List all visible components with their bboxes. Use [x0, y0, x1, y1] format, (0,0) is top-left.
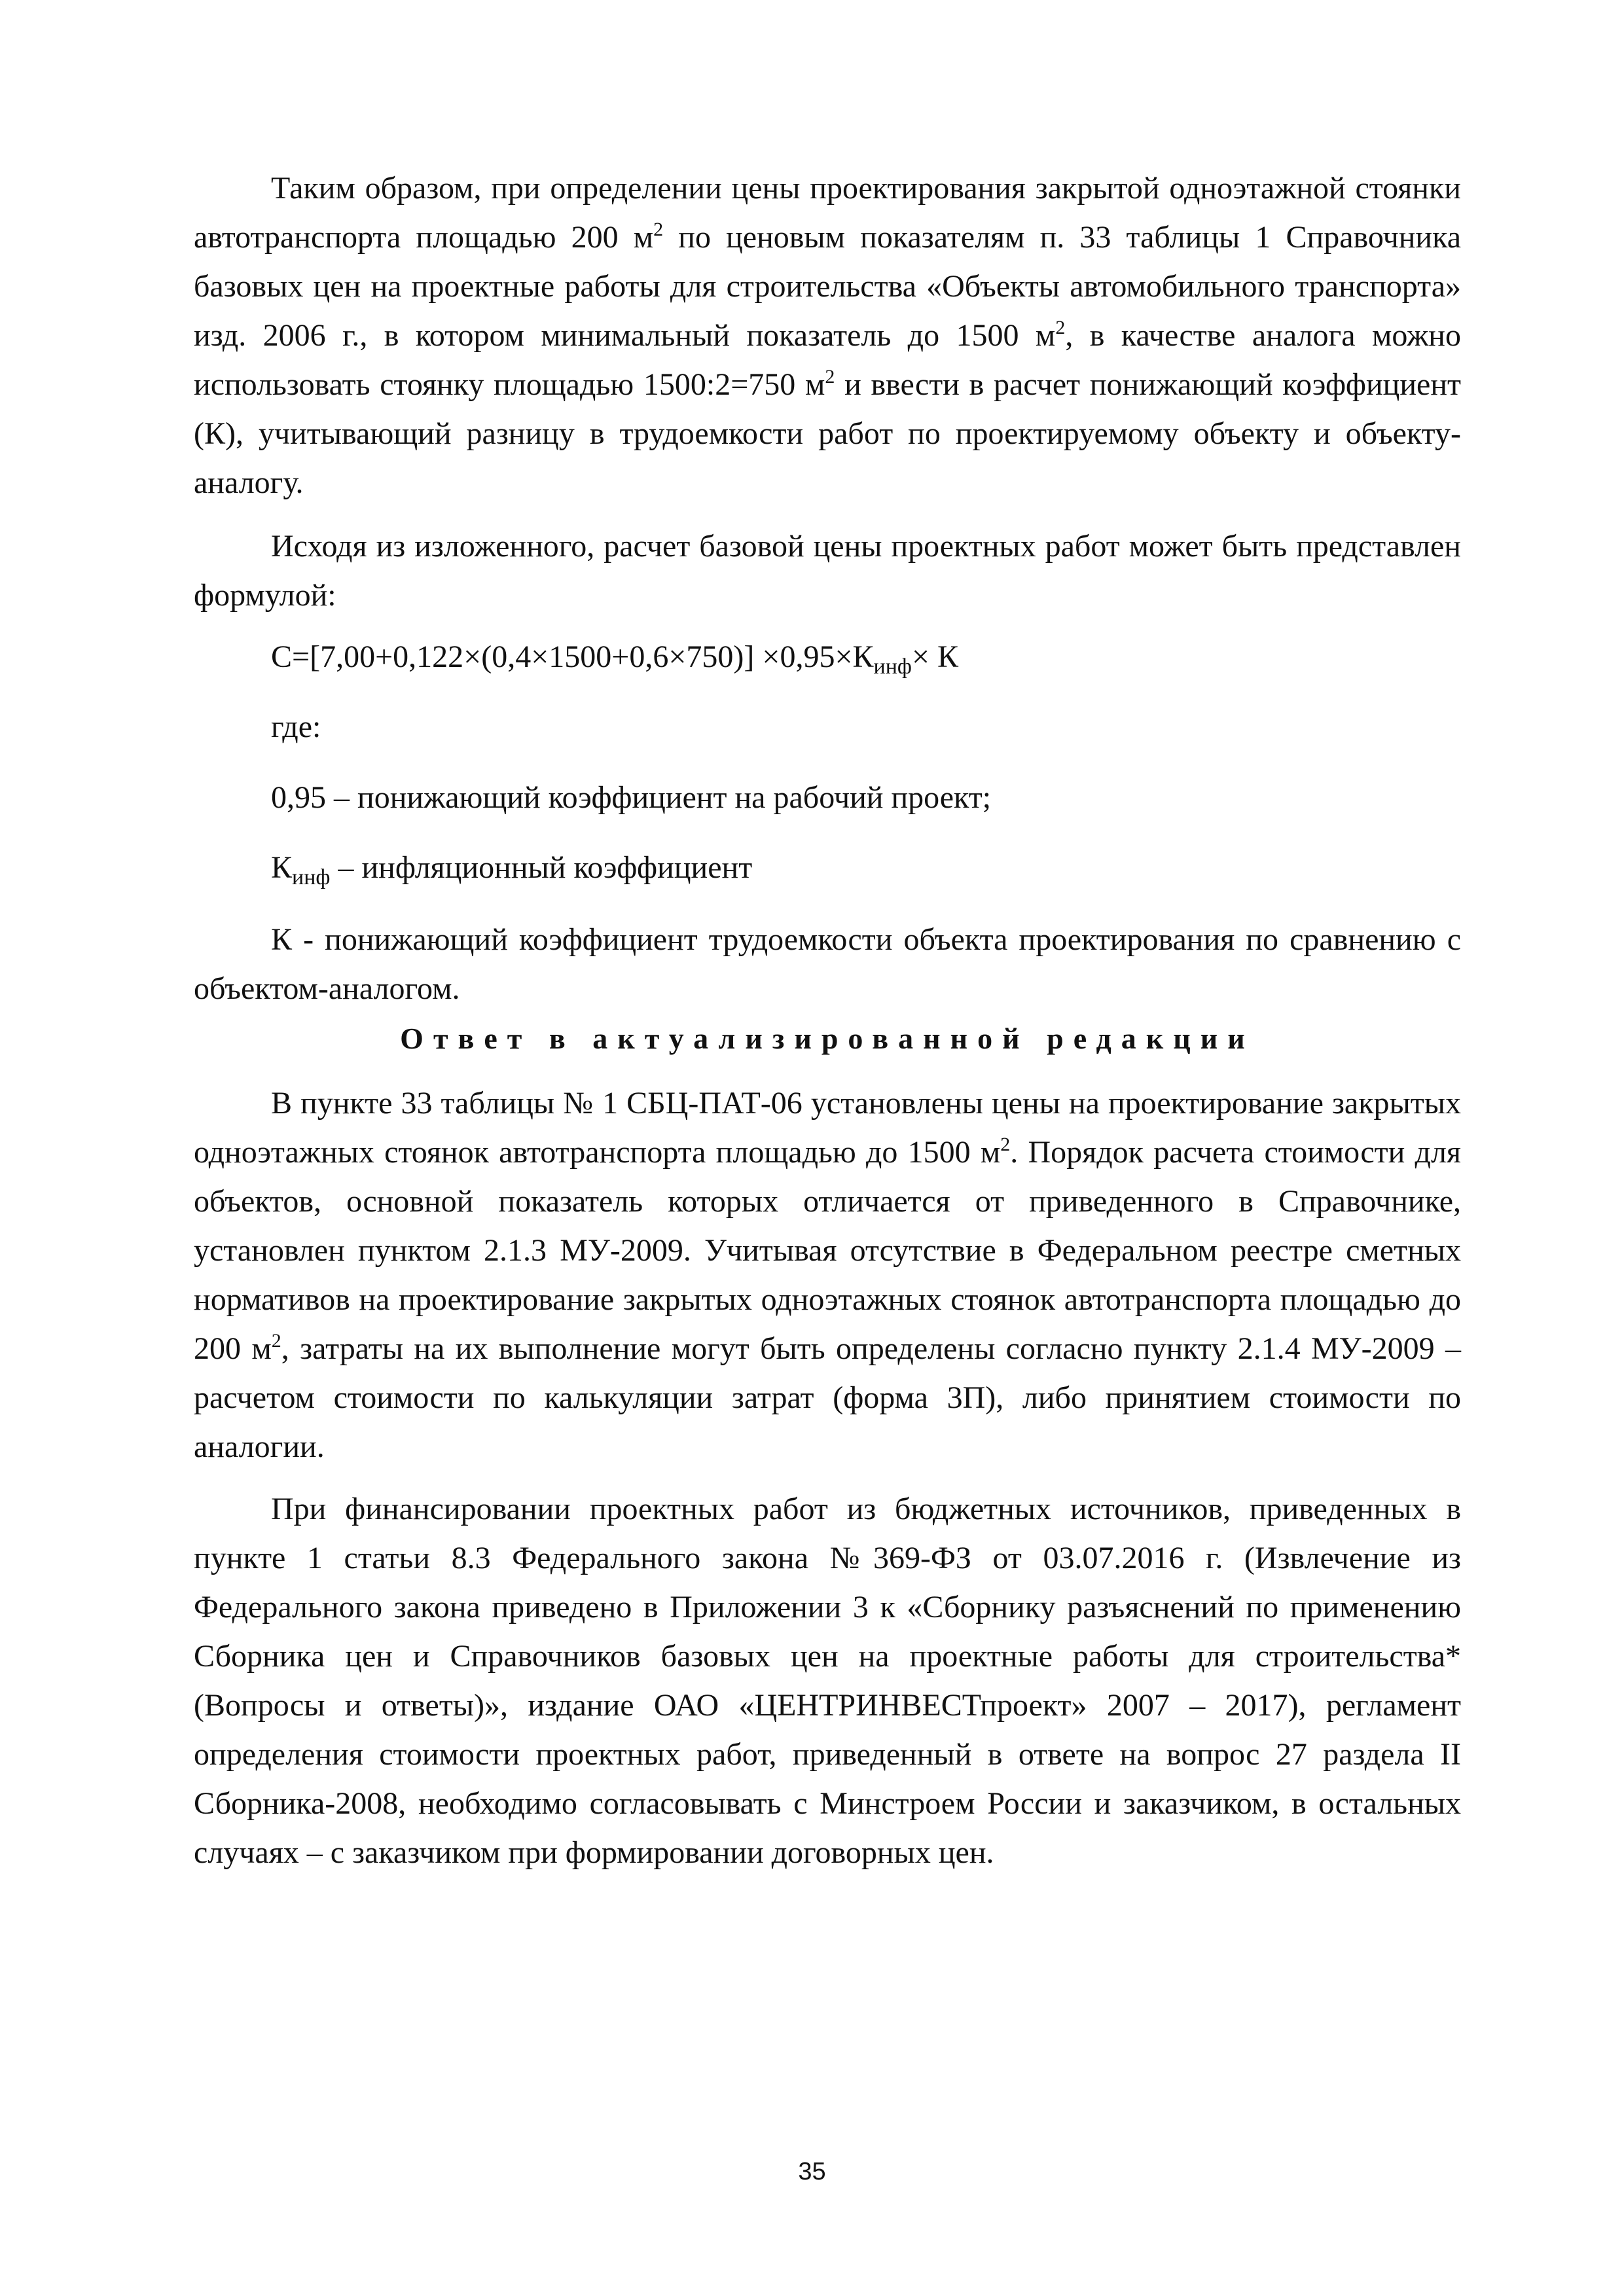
definition-k	[194, 915, 1461, 1013]
where-block	[194, 702, 1461, 751]
paragraph-text: При финансировании проектных работ из бюджетных источников, приведенных в пункте 1 статьи 8.3 Федерального закона №369-ФЗ от 03.07.2016 г. (Извлечение из Федерального закона приведено в Приложении 3 к «Сборнику разъяснений по применению Сборника цен и Справочников базовых цен на проектные работы для строительства* (Вопросы и ответы)», издание ОАО «ЦЕНТРИНВЕСТпроект» 2007 – 2017), регламент определения стоимости проектных работ, приведенный в ответе на вопрос 27 раздела II Сборника-2008, необходимо согласовывать с Минстроем России и заказчиком, в остальных случаях – с заказчиком при формировании договорных цен.	[194, 1492, 1461, 1870]
definition-text	[194, 843, 1461, 892]
definition-coefficient-095	[194, 773, 1461, 822]
definition-text: К - понижающий коэффициент трудоемкости объекта проектирования по сравнению с объектом-аналогом.	[194, 922, 1461, 1006]
definition-subscript: инф	[292, 865, 331, 889]
formula-block	[194, 632, 1461, 681]
paragraph-text-part: , в качестве аналога можно использовать стоянку площадью 1500:2=750 м	[194, 318, 1461, 402]
paragraph-text: Исходя из изложенного, расчет базовой цены проектных работ может быть представлен формулой:	[194, 529, 1461, 613]
superscript: 2	[271, 1330, 281, 1352]
definition-description: – инфляционный коэффициент	[330, 850, 753, 885]
paragraph-text	[194, 1079, 1461, 1471]
superscript: 2	[653, 219, 664, 240]
price-formula	[194, 632, 1461, 681]
definition-inflation	[194, 843, 1461, 892]
paragraph-text-part: Таким образом, при определении цены проектирования закрытой одноэтажной стоянки автотранспорта площадью 200 м	[194, 171, 1461, 255]
formula-tail: × К	[911, 639, 959, 674]
where-label: где:	[271, 709, 321, 744]
paragraph-conclusion	[194, 164, 1461, 507]
paragraph-text-part: , затраты на их выполнение могут быть определены согласно пункту 2.1.4 МУ-2009 – расчетом стоимости по калькуляции затрат (форма 3П), либо принятием стоимости по аналогии.	[194, 1331, 1462, 1464]
paragraph-text-part: . Порядок расчета стоимости для объектов, основной показатель которых отличается от приведенного в Справочнике, установлен пунктом 2.1.3 МУ-2009. Учитывая отсутствие в Федеральном реестре сметных нормативов на проектирование закрытых одноэтажных стоянок автотранспорта площадью до 200 м	[194, 1135, 1462, 1366]
definition-text: 0,95 – понижающий коэффициент на рабочий проект;	[271, 780, 992, 815]
section-heading: Ответ в актуализированной редакции	[400, 1022, 1255, 1055]
definition-symbol: К	[271, 850, 293, 885]
superscript: 2	[1055, 317, 1066, 338]
paragraph-text	[194, 164, 1461, 507]
formula-main: С=[7,00+0,122×(0,4×1500+0,6×750)] ×0,95×К	[271, 639, 874, 674]
superscript: 2	[825, 366, 835, 387]
section-heading-block	[194, 1014, 1461, 1063]
page-number: 35	[798, 2158, 826, 2185]
paragraph-answer	[194, 1079, 1461, 1471]
paragraph-financing	[194, 1484, 1461, 1877]
paragraph-formula-intro	[194, 522, 1461, 620]
paragraph-text-part: В пункте 33 таблицы № 1 СБЦ-ПАТ-06 установлены цены на проектирование закрытых одноэтажных стоянок автотранспорта площадью до 1500 м	[194, 1086, 1461, 1170]
formula-subscript: инф	[873, 655, 912, 679]
paragraph-text-part: по ценовым показателям п. 33 таблицы 1 Справочника базовых цен на проектные работы для строительства «Объекты автомобильного транспорта» изд. 2006 г., в котором минимальный показатель до 1500 м	[194, 220, 1462, 353]
paragraph-text-part: и ввести в расчет понижающий коэффициент (К), учитывающий разницу в трудоемкости работ по проектируемому объекту и объекту-аналогу.	[194, 367, 1462, 500]
superscript: 2	[1000, 1134, 1011, 1155]
